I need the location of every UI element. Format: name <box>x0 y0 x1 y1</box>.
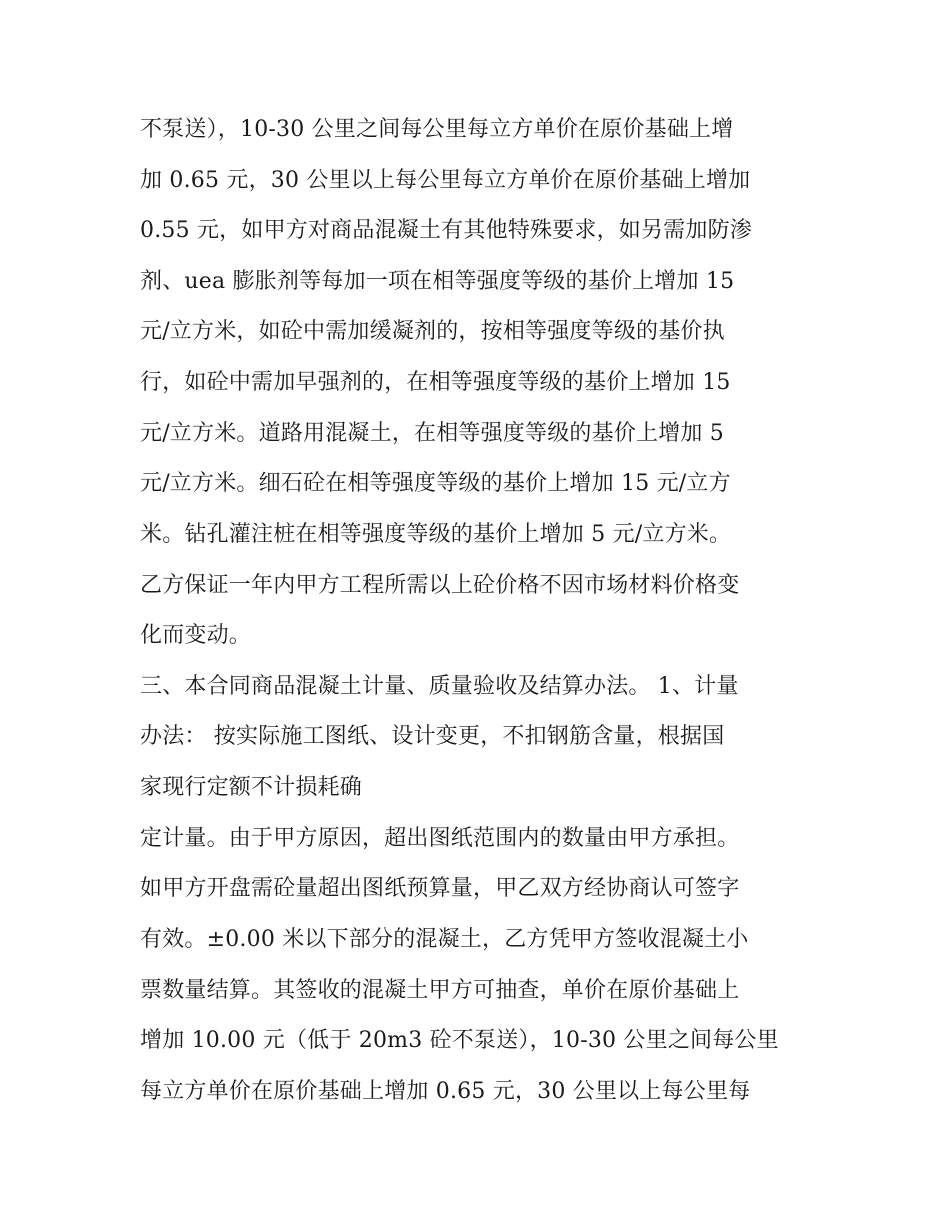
text-line: 化而变动。 <box>140 623 252 648</box>
text-line: 行，如砼中需加早强剂的，在相等强度等级的基价上增加 15 <box>140 370 731 395</box>
text-line: 元/立方米，如砼中需加缓凝剂的，按相等强度等级的基价执 <box>140 319 725 344</box>
text-line: 不泵送），10-30 公里之间每公里每立方单价在原价基础上增 <box>140 117 734 142</box>
text-line: 每立方单价在原价基础上增加 0.65 元，30 公里以上每公里每 <box>140 1079 751 1104</box>
text-line: 办法： 按实际施工图纸、设计变更，不扣钢筋含量，根据国 <box>140 724 725 749</box>
text-line: 如甲方开盘需砼量超出图纸预算量，甲乙双方经协商认可签字 <box>140 876 740 901</box>
text-line: 加 0.65 元，30 公里以上每公里每立方单价在原价基础上增加 <box>140 168 751 193</box>
text-line: 元/立方米。道路用混凝土，在相等强度等级的基价上增加 5 <box>140 421 725 446</box>
text-line: 增加 10.00 元（低于 20m3 砼不泵送），10-30 公里之间每公里 <box>140 1028 779 1053</box>
text-line: 乙方保证一年内甲方工程所需以上砼价格不因市场材料价格变 <box>140 573 740 598</box>
text-line: 家现行定额不计损耗确 <box>140 775 363 800</box>
text-line: 有效。±0.00 米以下部分的混凝土，乙方凭甲方签收混凝土小 <box>140 927 749 952</box>
text-line: 元/立方米。细石砼在相等强度等级的基价上增加 15 元/立方 <box>140 471 731 496</box>
section-heading-line: 三、本合同商品混凝土计量、质量验收及结算办法。 1、计量 <box>140 674 739 699</box>
text-line: 米。钻孔灌注桩在相等强度等级的基价上增加 5 元/立方米。 <box>140 522 732 547</box>
text-line: 票数量结算。其签收的混凝土甲方可抽查，单价在原价基础上 <box>140 978 740 1003</box>
text-line: 剂、uea 膨胀剂等每加一项在相等强度等级的基价上增加 15 <box>140 269 735 294</box>
text-line: 0.55 元，如甲方对商品混凝土有其他特殊要求，如另需加防渗 <box>140 218 752 243</box>
text-line: 定计量。由于甲方原因，超出图纸范围内的数量由甲方承担。 <box>140 826 740 851</box>
